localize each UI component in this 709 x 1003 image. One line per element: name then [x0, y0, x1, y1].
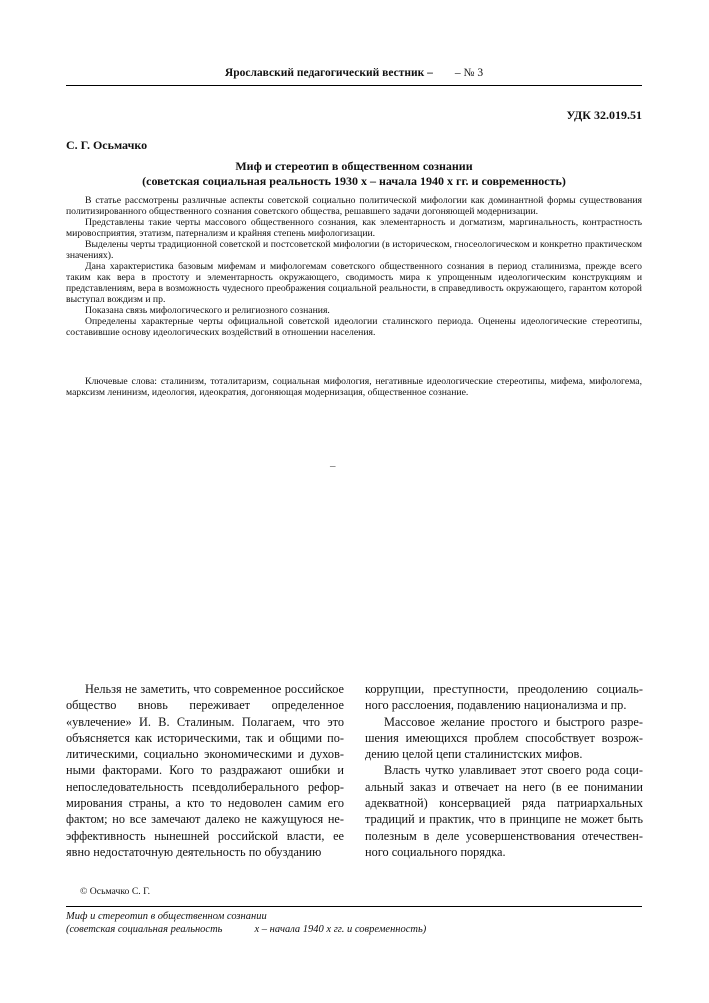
body-paragraph: Власть чутко улавливает этот своего рода социальный заказ и отвечает на него (в ее понимании адекватной) консервацией ряда патриархальных традиций и практик, что в принципе не может быть полезным в деле усовершенствования отечественного социального порядка.	[365, 763, 643, 859]
abstract-paragraph: Определены характерные черты официальной советской идеологии сталинского периода. Оценены идеологические стереотипы, составившие основу идеологических воздействий в отношении населения.	[66, 316, 642, 338]
abstract-paragraph: В статье рассмотрены различные аспекты советской социально политической мифологии как доминантной формы существования политизированного общественного сознания советского общества, решавшего задачи догоняющей модернизации.	[66, 195, 642, 217]
footer-line-2b: х – начала 1940 х гг. и современность)	[254, 924, 427, 935]
title-line-1: Миф и стереотип в общественном сознании	[235, 159, 473, 173]
separator-dash: –	[330, 460, 336, 472]
article-title	[66, 159, 642, 189]
issue-number: – № 3	[454, 67, 484, 79]
footer-rule	[66, 906, 642, 907]
body-paragraph: Нельзя не заметить, что современное российское общество вновь переживает определенное «увлечение» И. В. Сталиным. Полагаем, что это объясняется как историческими, так и общими политическими, социально экономическими и духовными факторами. Кого то раздражают ошибки и непоследовательность псевдолиберального реформирования страны, а кто то недоволен самим его фактом; но все замечают далеко не кажущуюся неэффективность нынешней российской власти, ее явно недостаточную деятельность по обузданию	[66, 682, 344, 859]
footer-line-1: Миф и стереотип в общественном сознании	[66, 911, 267, 922]
keywords-text: Ключевые слова: сталинизм, тоталитаризм, социальная мифология, негативные идеологические стереотипы, мифема, мифологема, марксизм ленинизм, идеология, идеократия, догоняющая модернизация, общественное сознание.	[66, 376, 642, 398]
keywords	[66, 376, 642, 398]
body-paragraph: Массовое желание простого и быстрого разрешения имеющихся проблем способствует возрождению целой цепи сталинистских мифов.	[365, 714, 643, 762]
running-header	[66, 67, 642, 79]
abstract-paragraph: Выделены черты традиционной советской и постсоветской мифологии (в историческом, гносеологическом и конкретно практическом значениях).	[66, 239, 642, 261]
udk-code: УДК 32.019.51	[566, 108, 642, 122]
abstract-paragraph: Показана связь мифологического и религиозного сознания.	[85, 305, 330, 316]
header-rule	[66, 85, 642, 86]
footer-line-2	[66, 923, 426, 936]
body-column-right	[365, 681, 643, 860]
title-line-2: (советская социальная реальность 1930 х – начала 1940 х гг. и современность)	[142, 174, 566, 188]
abstract-paragraph: Дана характеристика базовым мифемам и мифологемам советского общественного сознания в период сталинизма, прежде всего таким как вера в простоту и элементарность окружающего, сводимость мира к упрощенным идеологическим конструкциям и представлениям, вера в возможность чудесного преображения социальной реальности, в справедливость окружающего, гарантом которой выступал вождизм и пр.	[66, 261, 642, 305]
copyright-notice: © Осьмачко С. Г.	[80, 886, 151, 897]
footer-line-2a: (советская социальная реальность	[66, 924, 223, 935]
author-name: С. Г. Осьмачко	[66, 138, 148, 152]
abstract	[66, 195, 642, 338]
abstract-paragraph: Представлены такие черты массового общественного сознания, как элементарность и догматизм, маргинальность, контрастность мировосприятия, этатизм, патернализм и крайняя степень мифологизации.	[66, 217, 642, 239]
body-column-left	[66, 681, 344, 860]
running-footer	[66, 910, 426, 936]
journal-name: Ярославский педагогический вестник –	[224, 67, 433, 79]
body-paragraph-continuation: коррупции, преступности, преодолению социального расслоения, подавлению национализма и пр.	[365, 682, 643, 713]
